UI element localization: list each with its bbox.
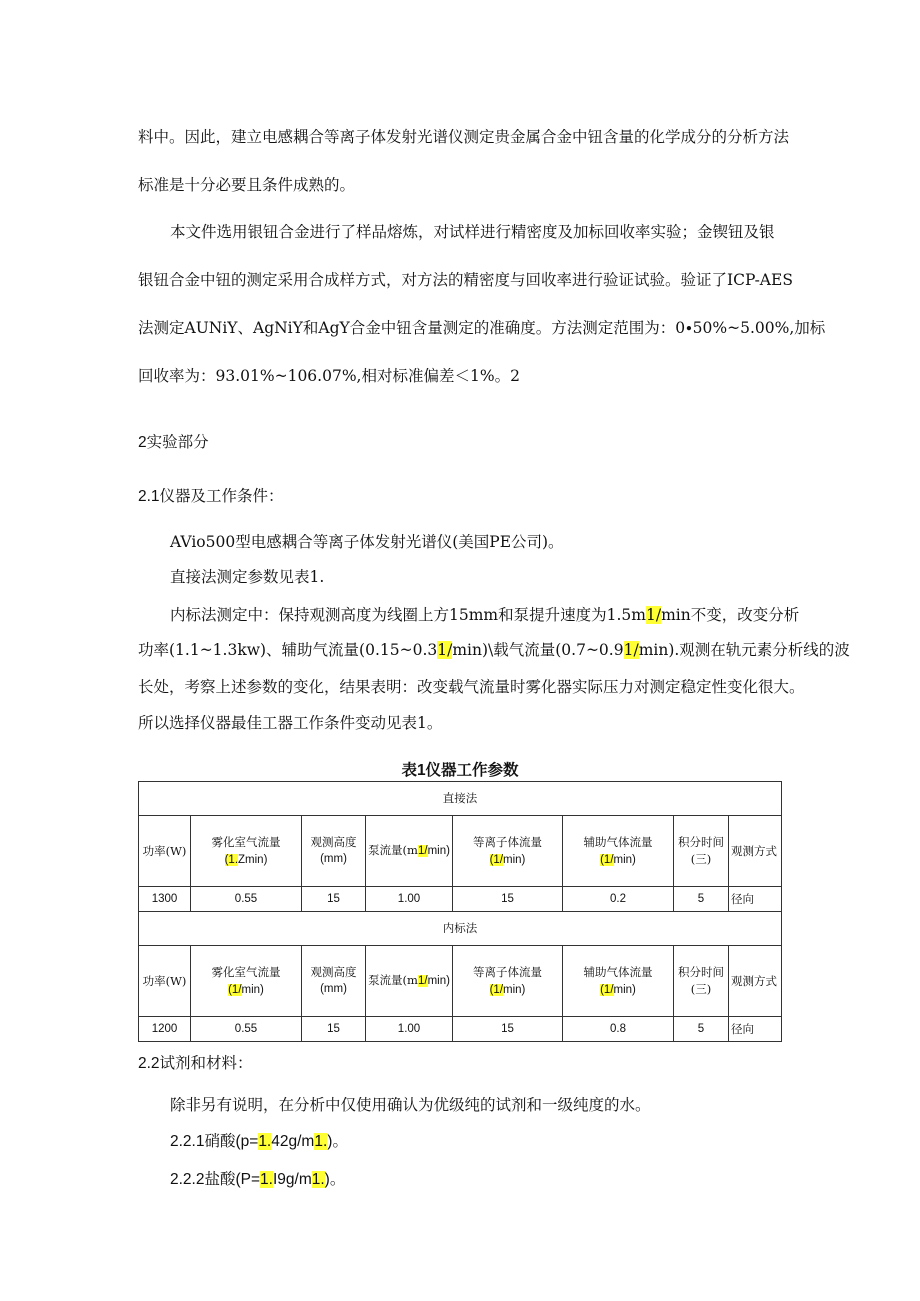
cell-plasma: 15 bbox=[453, 1017, 563, 1042]
unit-text: min) bbox=[503, 983, 526, 996]
cell-aux: 0.8 bbox=[563, 1017, 674, 1042]
cell-nebulizer: 0.55 bbox=[191, 887, 302, 912]
highlight-unit: 1. bbox=[311, 1171, 325, 1188]
cell-plasma: 15 bbox=[453, 887, 563, 912]
header-view: 观测方式 bbox=[729, 816, 782, 887]
header-row-internal bbox=[139, 946, 782, 1017]
internal-line-1-pre: 内标法测定中：保持观测高度为线圈上方15mm和泵提升速度为1.5m bbox=[170, 606, 646, 624]
highlight-unit: 1/ bbox=[417, 975, 428, 987]
header-view: 观测方式 bbox=[729, 946, 782, 1017]
hcl-mid: I9g/m bbox=[272, 1171, 312, 1188]
highlight-unit: 1/ bbox=[437, 641, 453, 659]
unit-text: min) bbox=[241, 983, 264, 996]
section-row-internal bbox=[139, 912, 782, 946]
header-height-label: 观测高度 bbox=[310, 835, 357, 849]
internal-line-1-post: min不变，改变分析 bbox=[661, 606, 800, 624]
intro-p1-line1: 料中。因此，建立电感耦合等离子体发射光谱仪测定贵金属合金中钮含量的化学成分的分析方法 bbox=[138, 128, 790, 146]
internal-line-3: 长处，考察上述参数的变化，结果表明：改变载气流量时雾化器实际压力对测定稳定性变化很大。 bbox=[138, 678, 805, 696]
nitric-pre: 2.2.1硝酸(p= bbox=[170, 1133, 259, 1150]
header-aux bbox=[563, 816, 674, 887]
reagent-note: 除非另有说明，在分析中仅使用确认为优级纯的试剂和一级纯度的水。 bbox=[170, 1096, 651, 1114]
table-row-internal bbox=[139, 1017, 782, 1042]
cell-time: 5 bbox=[674, 887, 729, 912]
section-2-title: 2实验部分 bbox=[138, 434, 209, 451]
section-2-1-title: 2.1仪器及工作条件： bbox=[138, 488, 284, 505]
pump-post: min) bbox=[427, 845, 450, 857]
highlight-unit: (1. bbox=[224, 853, 239, 866]
highlight-unit: 1. bbox=[314, 1133, 328, 1150]
internal-line-2-c: min).观测在轨元素分析线的波 bbox=[638, 641, 850, 659]
pump-pre: 泵流量(m bbox=[368, 843, 418, 857]
header-nebulizer-unit bbox=[228, 984, 264, 996]
header-plasma bbox=[453, 816, 563, 887]
header-aux-unit bbox=[600, 984, 636, 996]
header-plasma-label: 等离子体流量 bbox=[473, 964, 542, 979]
table-1-caption: 表1仪器工作参数 bbox=[401, 762, 519, 779]
direct-method-label: 直接法 bbox=[139, 782, 782, 816]
internal-line-1 bbox=[170, 603, 799, 627]
header-nebulizer-label: 雾化室气流量 bbox=[211, 964, 281, 979]
hcl-pre: 2.2.2盐酸(P= bbox=[170, 1171, 261, 1188]
intro-p1-line2: 标准是十分必要且条件成熟的。 bbox=[138, 176, 356, 194]
section-2-2-title: 2.2试剂和材料： bbox=[138, 1055, 253, 1072]
highlight-unit: (1/ bbox=[600, 853, 614, 866]
highlight-unit: 1/ bbox=[645, 606, 662, 624]
cell-view: 径向 bbox=[729, 1017, 782, 1042]
pump-post: min) bbox=[427, 975, 450, 987]
header-aux-label: 辅助气体流量 bbox=[583, 964, 653, 979]
table-row-direct bbox=[139, 887, 782, 912]
cell-pump: 1.00 bbox=[366, 887, 453, 912]
header-aux-unit bbox=[600, 854, 636, 866]
internal-method-label: 内标法 bbox=[139, 912, 782, 946]
direct-ref-line: 直接法测定参数见表1. bbox=[170, 568, 325, 586]
internal-line-2-b: min)\载气流量(0.7~0.9 bbox=[452, 641, 624, 659]
highlight-unit: 1. bbox=[258, 1133, 272, 1150]
intro-p2-line1: 本文件选用银钮合金进行了样品熔炼，对试样进行精密度及加标回收率实验；金锲钮及银 bbox=[170, 223, 775, 241]
header-power: 功率(W) bbox=[139, 946, 191, 1017]
internal-line-2-a: 功率(1.1~1.3kw)、辅助气流量(0.15~0.3 bbox=[138, 641, 438, 659]
intro-p2-line4: 回收率为：93.01%~106.07%,相对标准偏差＜1%。2 bbox=[138, 367, 520, 385]
header-row-direct bbox=[139, 816, 782, 887]
header-pump bbox=[366, 816, 453, 887]
cell-view: 径向 bbox=[729, 887, 782, 912]
cell-height: 15 bbox=[302, 1017, 366, 1042]
highlight-unit: (1/ bbox=[489, 853, 504, 866]
cell-pump: 1.00 bbox=[366, 1017, 453, 1042]
header-nebulizer bbox=[191, 816, 302, 887]
nitric-post: )。 bbox=[327, 1133, 348, 1150]
highlight-unit: (1/ bbox=[228, 983, 242, 996]
internal-line-2 bbox=[138, 638, 850, 662]
section-row-direct bbox=[139, 782, 782, 816]
cell-time: 5 bbox=[674, 1017, 729, 1042]
intro-p2-line2: 银钮合金中钮的测定采用合成样方式，对方法的精密度与回收率进行验证试验。验证了ICP-AES bbox=[138, 271, 793, 289]
cell-height: 15 bbox=[302, 887, 366, 912]
header-height bbox=[302, 816, 366, 887]
pump-pre: 泵流量(m bbox=[368, 973, 418, 987]
header-pump bbox=[366, 946, 453, 1017]
cell-power: 1300 bbox=[139, 887, 191, 912]
instrument-line: AVio500型电感耦合等离子体发射光谱仪(美国PE公司)。 bbox=[170, 533, 564, 551]
hcl-line bbox=[170, 1168, 345, 1192]
nitric-acid-line bbox=[170, 1130, 348, 1154]
intro-p2-line3: 法测定AUNiY、AgNiY和AgY合金中钮含量测定的准确度。方法测定范围为：0∙50%~5.00%,加标 bbox=[138, 319, 826, 337]
highlight-unit: 1/ bbox=[623, 641, 639, 659]
cell-power: 1200 bbox=[139, 1017, 191, 1042]
header-plasma-unit bbox=[490, 984, 526, 996]
highlight-unit: (1/ bbox=[489, 983, 504, 996]
cell-nebulizer: 0.55 bbox=[191, 1017, 302, 1042]
header-nebulizer bbox=[191, 946, 302, 1017]
header-height-label: 观测高度 bbox=[310, 965, 357, 979]
header-height-unit: (mm) bbox=[320, 853, 347, 865]
header-time: 积分时间(三) bbox=[674, 816, 729, 887]
header-aux-label: 辅助气体流量 bbox=[583, 834, 653, 849]
header-power: 功率(W) bbox=[139, 816, 191, 887]
unit-text: min) bbox=[613, 983, 636, 996]
header-time: 积分时间(三) bbox=[674, 946, 729, 1017]
unit-text: min) bbox=[503, 853, 526, 866]
unit-text: Zmin) bbox=[238, 853, 268, 866]
cell-aux: 0.2 bbox=[563, 887, 674, 912]
header-height-unit: (mm) bbox=[320, 983, 347, 995]
header-plasma-unit bbox=[490, 854, 526, 866]
internal-line-4: 所以选择仪器最佳工器工作条件变动见表1。 bbox=[138, 714, 443, 732]
instrument-params-table bbox=[138, 781, 782, 1042]
header-plasma bbox=[453, 946, 563, 1017]
header-plasma-label: 等离子体流量 bbox=[473, 834, 542, 849]
header-nebulizer-unit bbox=[225, 854, 268, 866]
nitric-mid: 42g/m bbox=[271, 1133, 315, 1150]
unit-text: min) bbox=[613, 853, 636, 866]
header-aux bbox=[563, 946, 674, 1017]
highlight-unit: (1/ bbox=[600, 983, 614, 996]
highlight-unit: 1. bbox=[260, 1171, 273, 1188]
header-height bbox=[302, 946, 366, 1017]
highlight-unit: 1/ bbox=[417, 845, 428, 857]
header-nebulizer-label: 雾化室气流量 bbox=[211, 834, 281, 849]
hcl-post: )。 bbox=[324, 1171, 346, 1188]
